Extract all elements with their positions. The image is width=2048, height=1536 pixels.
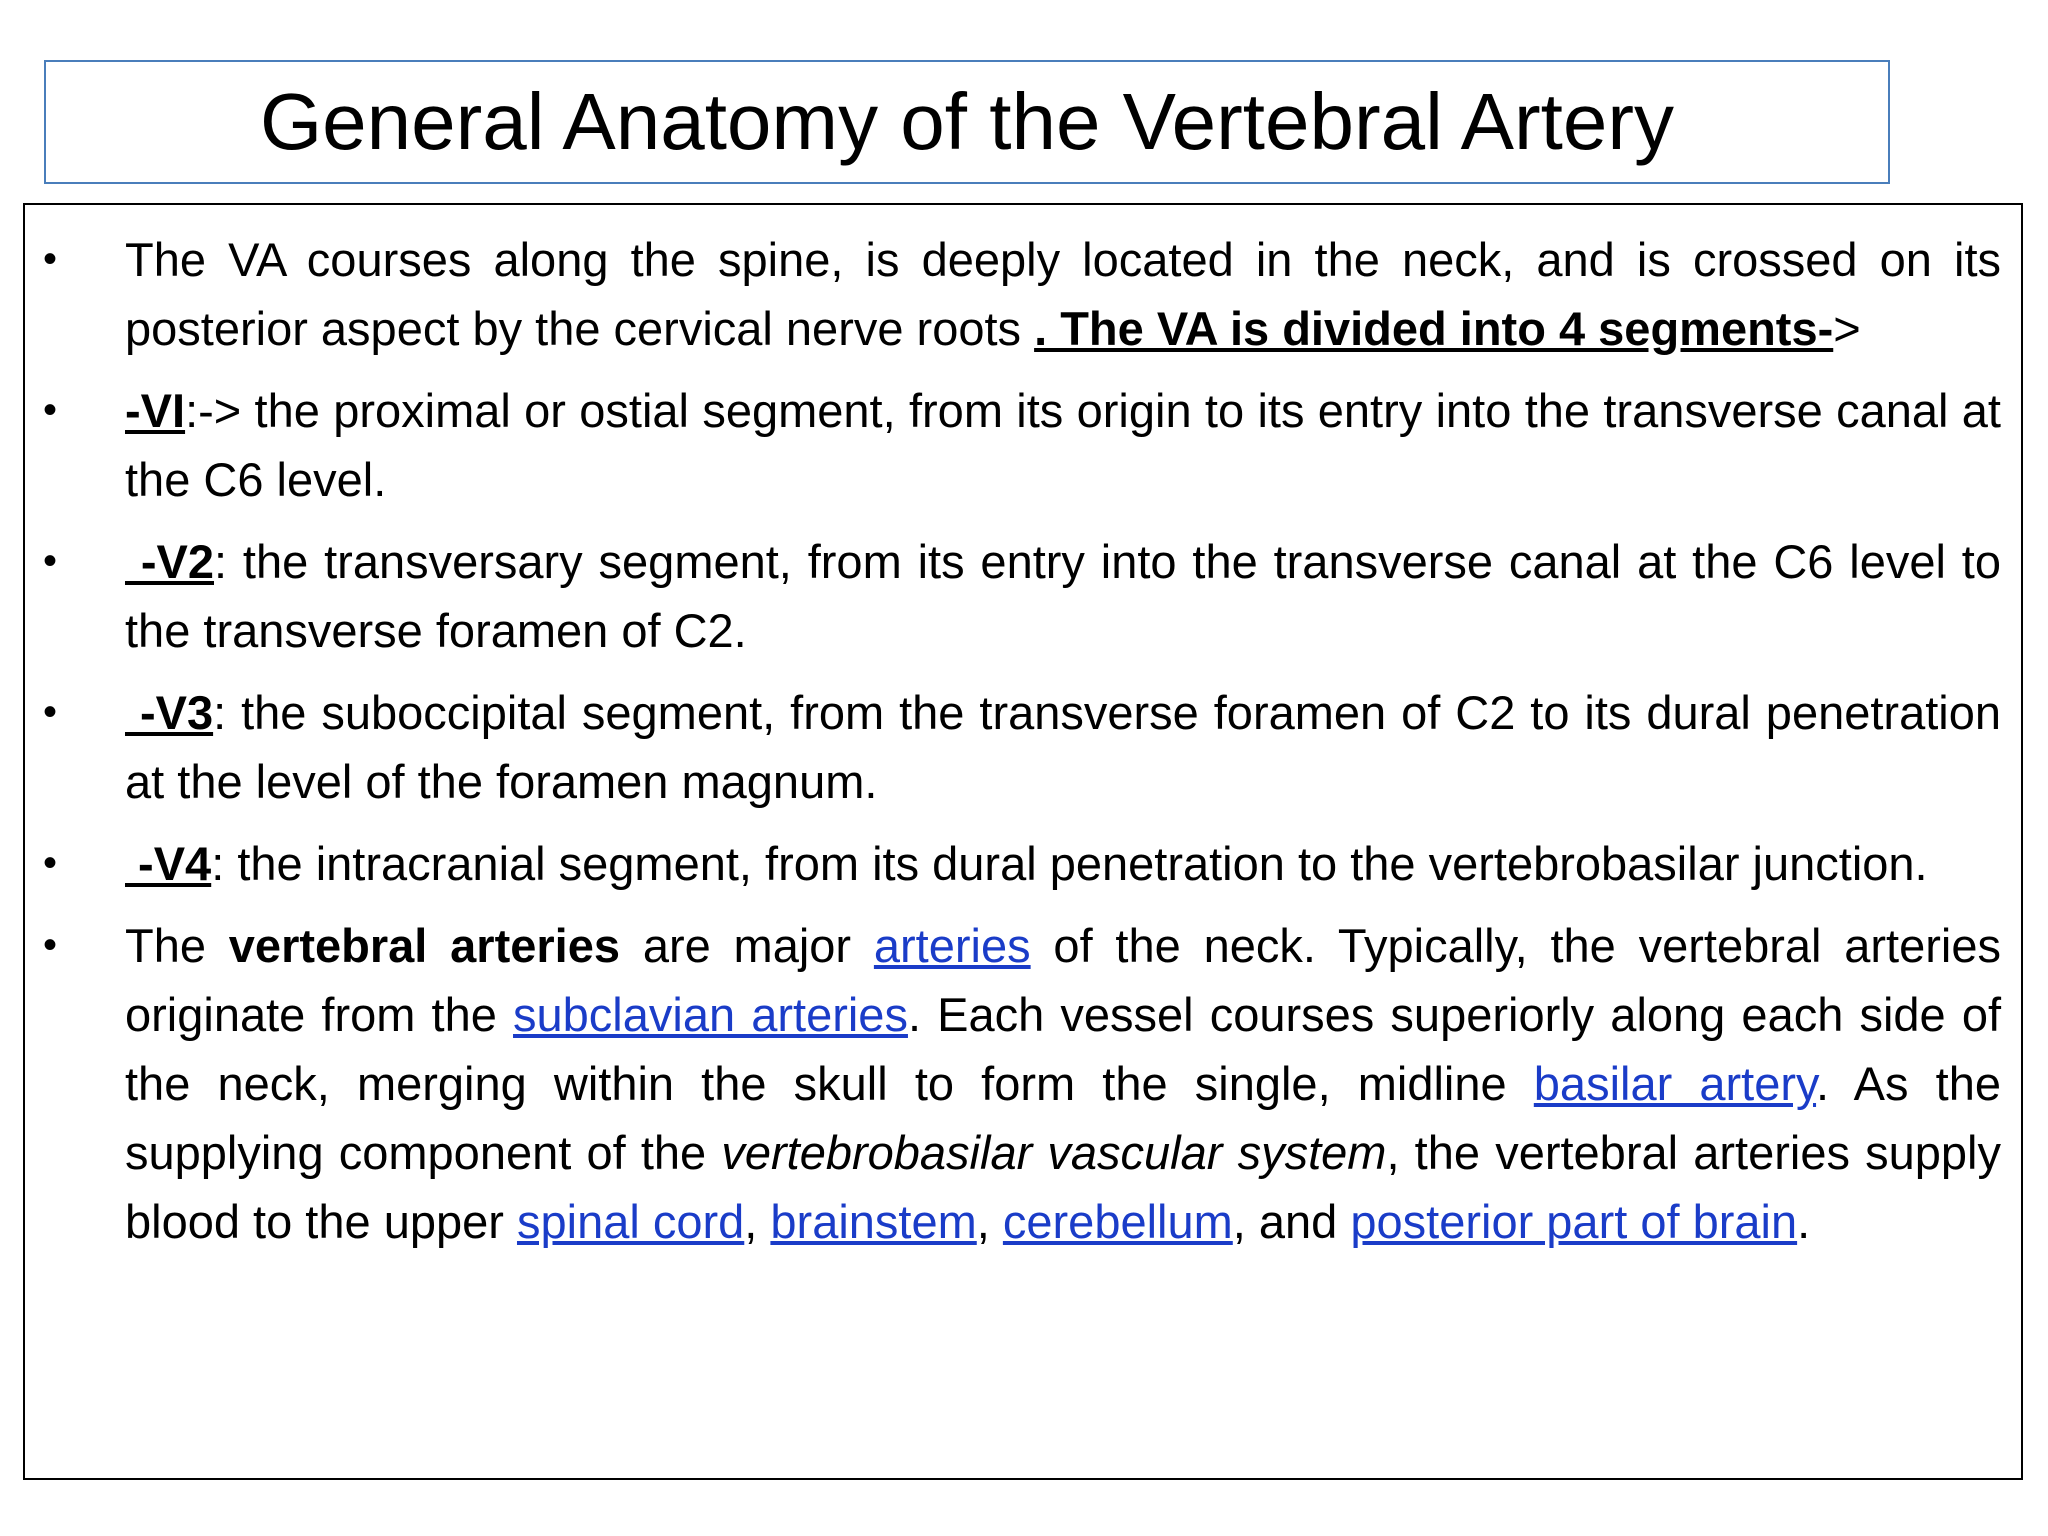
- segment-text-v1: :-> the proximal or ostial segment, from its origin to its entry into the transverse canal at the C6 level.: [125, 384, 2001, 506]
- bullet-item-v1: [25, 376, 2021, 514]
- segment-text-v2: : the transversary segment, from its entry into the transverse canal at the C6 level to the transverse foramen of C2.: [125, 535, 2001, 657]
- desc-italic-term: vertebrobasilar vascular system: [721, 1126, 1387, 1179]
- desc-text: , the vertebral arteries supply blood to the upper: [125, 1126, 2001, 1248]
- content-box: [23, 203, 2023, 1480]
- desc-text: . As the supplying component of the: [125, 1057, 2001, 1179]
- bullet-marker: •: [43, 388, 58, 432]
- segment-label-v4: -V4: [125, 837, 212, 890]
- segment-label-v2: -V2: [125, 535, 214, 588]
- bullet-marker: •: [43, 690, 58, 734]
- desc-text: ,: [976, 1195, 1003, 1248]
- desc-bold-term: vertebral arteries: [228, 919, 621, 972]
- segment-text-v3: : the suboccipital segment, from the transverse foramen of C2 to its dural penetration at the level of the foramen magnum.: [125, 686, 2001, 808]
- desc-text: .: [1797, 1195, 1811, 1248]
- bullet-item-v2: [25, 527, 2021, 665]
- link-spinal-cord[interactable]: spinal cord: [516, 1195, 745, 1248]
- link-posterior-part-of-brain[interactable]: posterior part of brain: [1350, 1195, 1798, 1248]
- bullet-item-v4: [25, 829, 2021, 898]
- bullet-marker: •: [43, 841, 58, 885]
- desc-text: . Each vessel courses superiorly along each side of the neck, merging within the skull to form the single, midline: [125, 988, 2002, 1110]
- desc-text: of the neck. Typically, the vertebral arteries originate from the: [125, 919, 2001, 1041]
- desc-text: , and: [1232, 1195, 1351, 1248]
- bullet-list: [25, 225, 2021, 1269]
- segment-label-v3: -V3: [125, 686, 214, 739]
- title-box: [44, 60, 1890, 184]
- segments-emphasis: . The VA is divided into 4 segments-: [1034, 302, 1834, 355]
- bullet-text: The VA courses along the spine, is deeply located in the neck, and is crossed on its posterior aspect by the cervical nerve roots: [125, 233, 2001, 355]
- bullet-text-end: >: [1833, 302, 1861, 355]
- link-cerebellum[interactable]: cerebellum: [1002, 1195, 1233, 1248]
- link-basilar-artery[interactable]: basilar artery: [1533, 1057, 1817, 1110]
- desc-text: The: [125, 919, 229, 972]
- bullet-item-overview: [25, 225, 2021, 363]
- slide-title: General Anatomy of the Vertebral Artery: [259, 77, 1675, 166]
- link-arteries[interactable]: arteries: [873, 919, 1031, 972]
- bullet-marker: •: [43, 923, 58, 967]
- link-subclavian-arteries[interactable]: subclavian arteries: [513, 988, 908, 1041]
- segment-label-v1: -VI: [125, 384, 186, 437]
- bullet-item-description: [25, 911, 2021, 1256]
- bullet-item-v3: [25, 678, 2021, 816]
- link-brainstem[interactable]: brainstem: [770, 1195, 977, 1248]
- bullet-marker: •: [43, 237, 58, 281]
- desc-text: are major: [620, 919, 874, 972]
- bullet-marker: •: [43, 539, 58, 583]
- desc-text: ,: [744, 1195, 771, 1248]
- segment-text-v4: : the intracranial segment, from its dural penetration to the vertebrobasilar junction.: [211, 837, 1928, 890]
